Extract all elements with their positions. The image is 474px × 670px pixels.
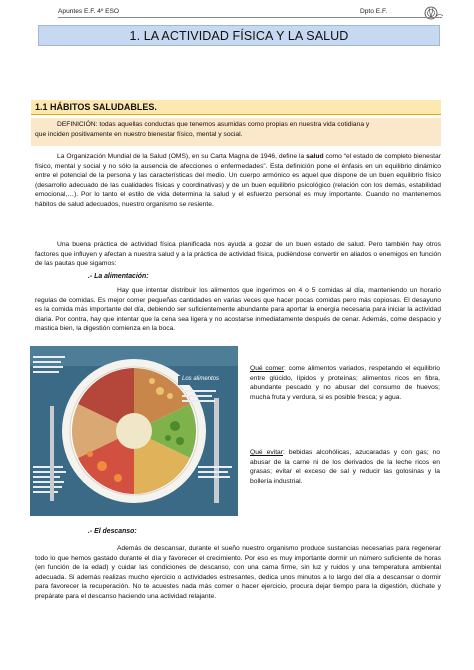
section-title: 1.1 HÁBITOS SALUDABLES.: [35, 102, 157, 112]
food-plate-image: [30, 346, 238, 516]
paragraph-oms: La Organización Mundial de la Salud (OMS), en su Carta Magna de 1946, define la salud como “el estado de completo bienestar físico, mental y social y no sólo la ausencia de afecciones o enfermedades”. Esta definición pone el énfasis en un equilibrio dinámico entre el potencial de la persona y las características del medio. Un cuerpo armónico es aquel que dispone de un buen equilibrio físico (desarrollo adecuado de las cualidades físicas y coordinativas) y de un buen equilibrio psicológico (relación con los demás, estabilidad emocional,…). Por lo tanto el estilo de vida determina la salud y el esfuerzo personal es muy importante. Cuando no mantenemos hábitos de salud adecuados, nuestro organismo se resiente.: [35, 153, 441, 208]
header-left: Apuntes E.F. 4º ESO: [58, 8, 120, 15]
definition-label: DEFINICIÓN:: [57, 121, 98, 128]
subheading-descanso: .- El descanso:: [88, 528, 137, 535]
plate-title: Los alimentos: [182, 376, 220, 382]
what-to-avoid-label: Qué evitar: [250, 449, 283, 456]
header-right: Dpto E.F.: [360, 8, 388, 15]
definition-text: DEFINICIÓN: todas aquellas conductas que tenemos asumidas como propias en nuestra vida cotidiana y que inciden positivamente en nuestro bienestar físico, mental y social.: [35, 121, 370, 138]
bold-salud: salud: [306, 153, 324, 160]
what-to-avoid: Qué evitar: bebidas alcohólicas, azucaradas y con gas; no abusar de la carne ni de los derivados de la leche ricos en grasas; evitar el exceso de sal y reducir las golosinas y la bollería industrial.: [250, 449, 440, 485]
what-to-eat: Qué comer: come alimentos variados, respetando el equilibrio entre glúcido, lípidos y proteínas; alimentos ricos en fibra, abundante pescado y no abusar del consumo de huevos; mucha fruta y verdura, si es posible fresca; y agua.: [250, 365, 440, 401]
page-title: 1. LA ACTIVIDAD FÍSICA Y LA SALUD: [38, 25, 440, 46]
paragraph-descanso: Además de descansar, durante el sueño nuestro organismo produce sustancias necesarias para regenerar todo lo que hemos gastado durante el día y favorecer el crecimiento. Por eso es muy importante dormir un número suficiente de horas (en función de la edad) y cuidar las condiciones de descanso, con una cama firme, sin luz y ruidos y una temperatura ambiental adecuada. Si además realizas mucho ejercicio o actividades estresantes, dedica unos minutos a lo largo del día a descansar o dormir para favorecer la recuperación. No te acuestes nada más comer o hacer ejercicio, procura dejar tiempo para la digestión, dúchate y prepárate para el descanso haciendo una actividad relajante.: [35, 545, 441, 600]
header-rule: [58, 17, 442, 18]
subheading-alimentacion: .- La alimentación:: [88, 273, 149, 280]
department-logo: [424, 4, 444, 22]
what-to-eat-label: Qué comer: [250, 365, 284, 372]
paragraph-alimentacion: Hay que intentar distribuir los alimentos que ingerimos en 4 o 5 comidas al día, manteniendo un horario regulas de comidas. Es mejor comer pequeñas cantidades en varias veces que hacer pocas comidas pero más copiosas. El desayuno es la comida más importante del día, debiendo ser suficientemente abundante para aportar la energía necesaria para iniciar la actividad diaria. Por contra, hay que intentar que la cena sea ligera y no acostarse inmediatamente después de cenar. Además, come despacio y mastica bien, la digestión comienza en la boca.: [35, 287, 441, 333]
paragraph-factors: Una buena práctica de actividad física planificada nos ayuda a gozar de un buen estado de salud. Pero también hay otros factores que influyen y afectan a nuestra salud y a la práctica de actividad física, pudiéndose convertir en aliados o enemigos en función de las pautas que sigamos:: [35, 241, 441, 268]
